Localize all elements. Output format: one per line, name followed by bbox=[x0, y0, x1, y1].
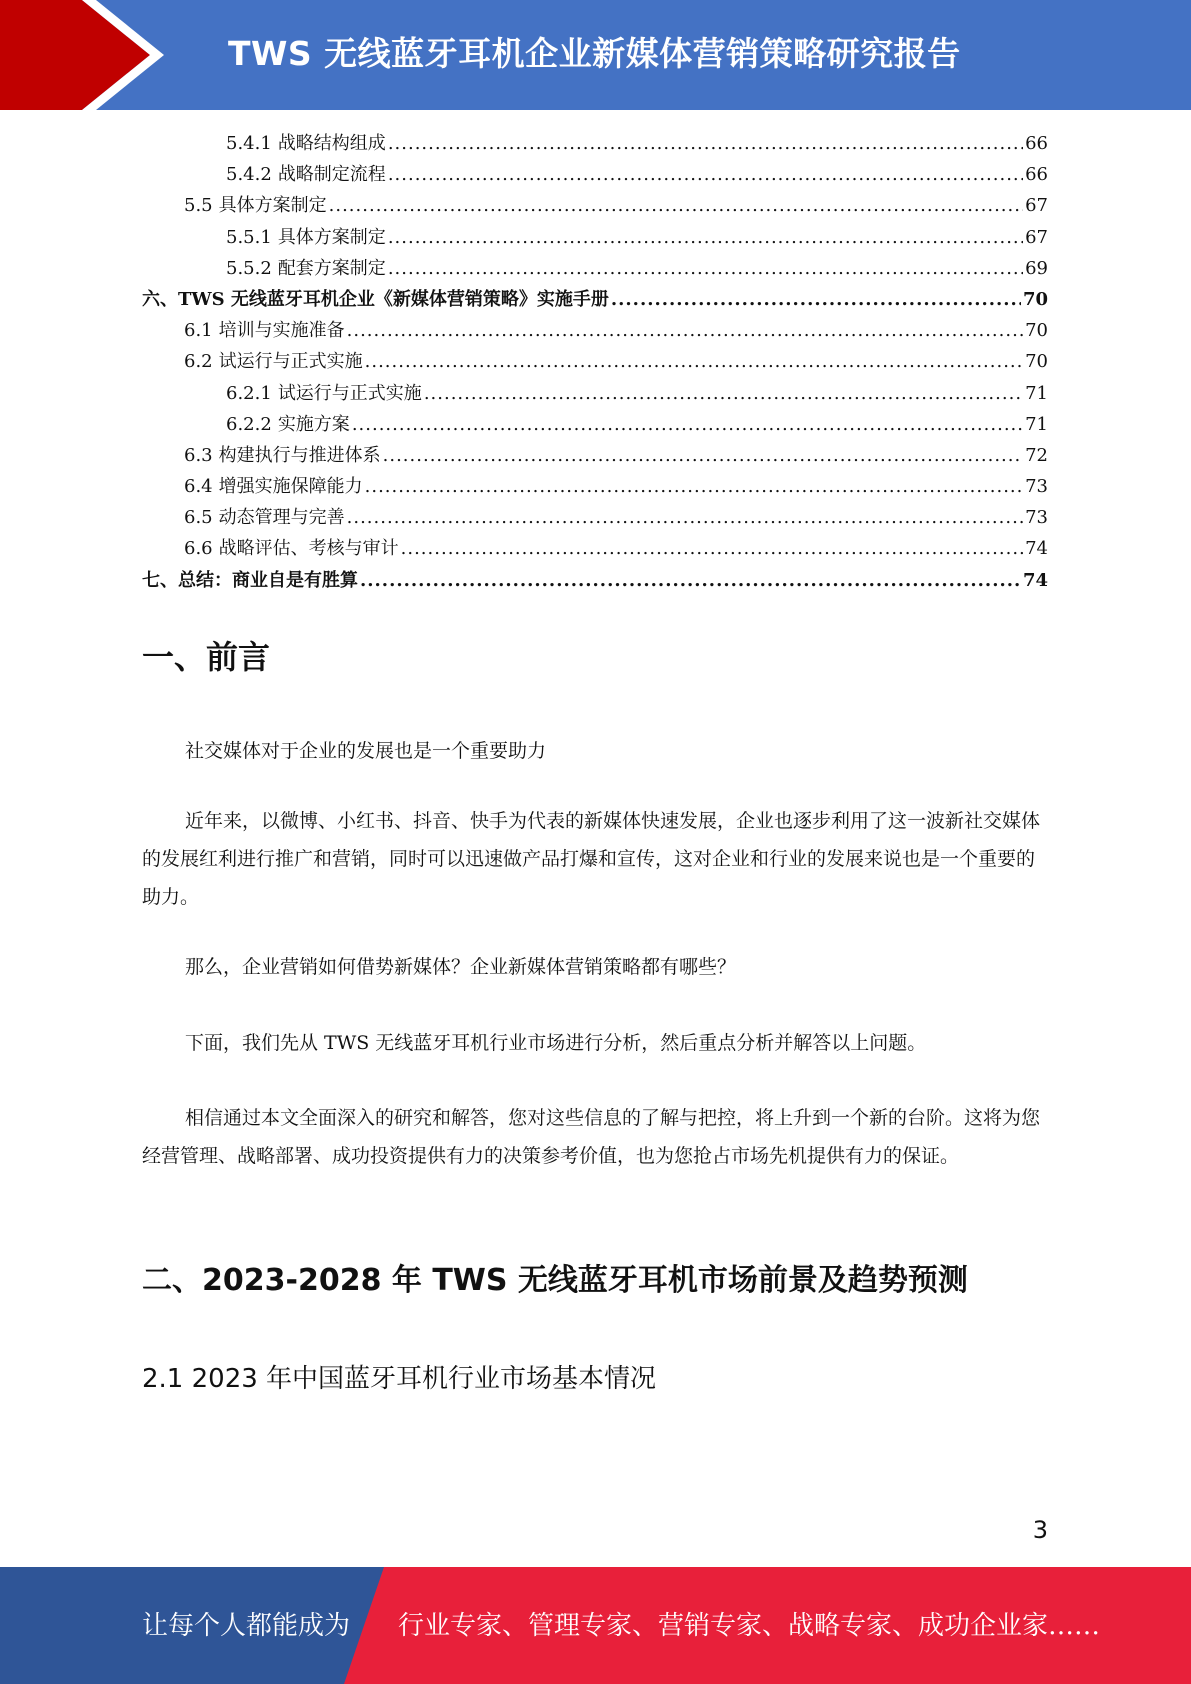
toc-entry-title: 战略结构组成 bbox=[277, 133, 386, 154]
toc-entry-title: 实施方案 bbox=[277, 413, 350, 435]
toc-dot-leader bbox=[347, 315, 1023, 346]
toc-dot-leader bbox=[424, 378, 1023, 409]
toc-entry-number: 6.1 bbox=[184, 320, 213, 342]
toc-entry[interactable] bbox=[142, 159, 1048, 190]
preface-paragraph-5: 相信通过本文全面深入的研究和解答，您对这些信息的了解与把控，将上升到一个新的台阶。这将为您经营管理、战略部署、成功投资提供有力的决策参考价值，也为您抢占市场先机提供有力的保证。 bbox=[142, 1107, 1041, 1167]
toc-entry[interactable] bbox=[142, 471, 1048, 502]
toc-entry[interactable] bbox=[142, 222, 1048, 253]
toc-entry-number: 5.4.1 bbox=[226, 133, 272, 154]
toc-entry-page: 70 bbox=[1022, 288, 1048, 310]
toc-entry-title: 构建执行与推进体系 bbox=[218, 444, 381, 466]
section-heading-preface: 一、前言 bbox=[142, 638, 271, 676]
toc-dot-leader bbox=[388, 253, 1023, 284]
toc-dot-leader bbox=[388, 159, 1023, 190]
subsection-heading-2-1: 2.1 2023 年中国蓝牙耳机行业市场基本情况 bbox=[142, 1364, 657, 1394]
toc-dot-leader bbox=[360, 565, 1021, 596]
page-footer bbox=[0, 1567, 1191, 1684]
toc-dot-leader bbox=[383, 440, 1023, 471]
toc-entry-title: 战略评估、考核与审计 bbox=[218, 538, 399, 560]
toc-entry-page: 73 bbox=[1025, 476, 1048, 498]
toc-entry[interactable] bbox=[142, 315, 1048, 346]
toc-entry-title: 具体方案制定 bbox=[277, 226, 386, 248]
toc-entry[interactable] bbox=[142, 533, 1048, 564]
toc-entry-page: 74 bbox=[1022, 569, 1048, 591]
page-header bbox=[0, 0, 1191, 110]
toc-entry[interactable] bbox=[142, 440, 1048, 471]
toc-entry-number: 6.2.2 bbox=[226, 413, 272, 435]
toc-entry-page: 70 bbox=[1025, 320, 1048, 342]
preface-paragraph-1: 社交媒体对于企业的发展也是一个重要助力 bbox=[185, 740, 547, 762]
toc-entry-title: 试运行与正式实施 bbox=[277, 382, 422, 404]
toc-entry-number: 6.3 bbox=[184, 444, 213, 466]
toc-dot-leader bbox=[347, 502, 1023, 533]
toc-dot-leader bbox=[365, 471, 1023, 502]
toc-entry-title: 动态管理与完善 bbox=[218, 507, 345, 529]
toc-dot-leader bbox=[365, 346, 1023, 377]
toc-entry-page: 74 bbox=[1025, 538, 1048, 560]
toc-entry[interactable] bbox=[142, 409, 1048, 440]
toc-entry-number: 5.5 bbox=[184, 195, 213, 217]
toc-entry-title: 增强实施保障能力 bbox=[218, 476, 363, 498]
preface-paragraph-2: 近年来，以微博、小红书、抖音、快手为代表的新媒体快速发展，企业也逐步利用了这一波新社交媒体的发展红利进行推广和营销，同时可以迅速做产品打爆和宣传，这对企业和行业的发展来说也是一个重要的助力。 bbox=[142, 810, 1041, 908]
toc-entry-page: 71 bbox=[1025, 382, 1048, 404]
toc-entry-page: 71 bbox=[1025, 413, 1048, 435]
toc-dot-leader bbox=[388, 128, 1023, 159]
toc-entry[interactable] bbox=[142, 253, 1048, 284]
toc-dot-leader bbox=[388, 222, 1023, 253]
page-number: 3 bbox=[1032, 1516, 1048, 1544]
toc-entry[interactable] bbox=[142, 378, 1048, 409]
toc-entry-number: 6.6 bbox=[184, 538, 213, 560]
toc-entry-number: 5.5.2 bbox=[226, 257, 272, 279]
table-of-contents bbox=[142, 128, 1048, 596]
toc-entry-number: 6.2.1 bbox=[226, 382, 272, 404]
toc-entry-title: 培训与实施准备 bbox=[218, 320, 345, 342]
toc-dot-leader bbox=[401, 533, 1023, 564]
toc-entry-title: 七、总结：商业自是有胜算 bbox=[142, 569, 358, 591]
toc-entry-title: 试运行与正式实施 bbox=[218, 351, 363, 373]
toc-dot-leader bbox=[611, 284, 1021, 315]
toc-entry-page: 72 bbox=[1025, 444, 1048, 466]
toc-entry[interactable] bbox=[142, 565, 1048, 596]
toc-entry-page: 66 bbox=[1025, 164, 1048, 186]
toc-entry-page: 67 bbox=[1025, 195, 1048, 217]
toc-entry-number: 6.5 bbox=[184, 507, 213, 529]
toc-entry-title: 六、TWS 无线蓝牙耳机企业《新媒体营销策略》实施手册 bbox=[142, 288, 609, 310]
toc-entry[interactable] bbox=[142, 190, 1048, 221]
footer-slogan-left: 让每个人都能成为 bbox=[142, 1611, 351, 1641]
toc-entry-title: 具体方案制定 bbox=[218, 195, 327, 217]
toc-entry-number: 5.4.2 bbox=[226, 164, 272, 186]
toc-entry-title: 配套方案制定 bbox=[277, 257, 386, 279]
toc-entry[interactable] bbox=[142, 284, 1048, 315]
toc-entry[interactable] bbox=[142, 502, 1048, 533]
toc-entry[interactable] bbox=[142, 346, 1048, 377]
toc-entry-page: 67 bbox=[1025, 226, 1048, 248]
toc-entry-number: 6.4 bbox=[184, 476, 213, 498]
report-title: TWS 无线蓝牙耳机企业新媒体营销策略研究报告 bbox=[228, 34, 961, 73]
toc-entry[interactable] bbox=[142, 128, 1048, 159]
toc-entry-page: 70 bbox=[1025, 351, 1048, 373]
footer-slogan-right: 行业专家、管理专家、营销专家、战略专家、成功企业家…… bbox=[398, 1611, 1101, 1641]
toc-entry-page: 69 bbox=[1025, 257, 1048, 279]
toc-entry-page: 73 bbox=[1025, 507, 1048, 529]
section-heading-market-outlook: 二、2023-2028 年 TWS 无线蓝牙耳机市场前景及趋势预测 bbox=[142, 1263, 968, 1298]
preface-paragraph-3: 那么，企业营销如何借势新媒体？企业新媒体营销策略都有哪些？ bbox=[185, 956, 737, 978]
preface-paragraph-4: 下面，我们先从 TWS 无线蓝牙耳机行业市场进行分析，然后重点分析并解答以上问题。 bbox=[185, 1032, 927, 1054]
toc-entry-title: 战略制定流程 bbox=[277, 164, 386, 186]
toc-dot-leader bbox=[352, 409, 1023, 440]
toc-dot-leader bbox=[329, 190, 1023, 221]
toc-entry-number: 6.2 bbox=[184, 351, 213, 373]
toc-entry-number: 5.5.1 bbox=[226, 226, 272, 248]
toc-entry-page: 66 bbox=[1025, 133, 1048, 154]
